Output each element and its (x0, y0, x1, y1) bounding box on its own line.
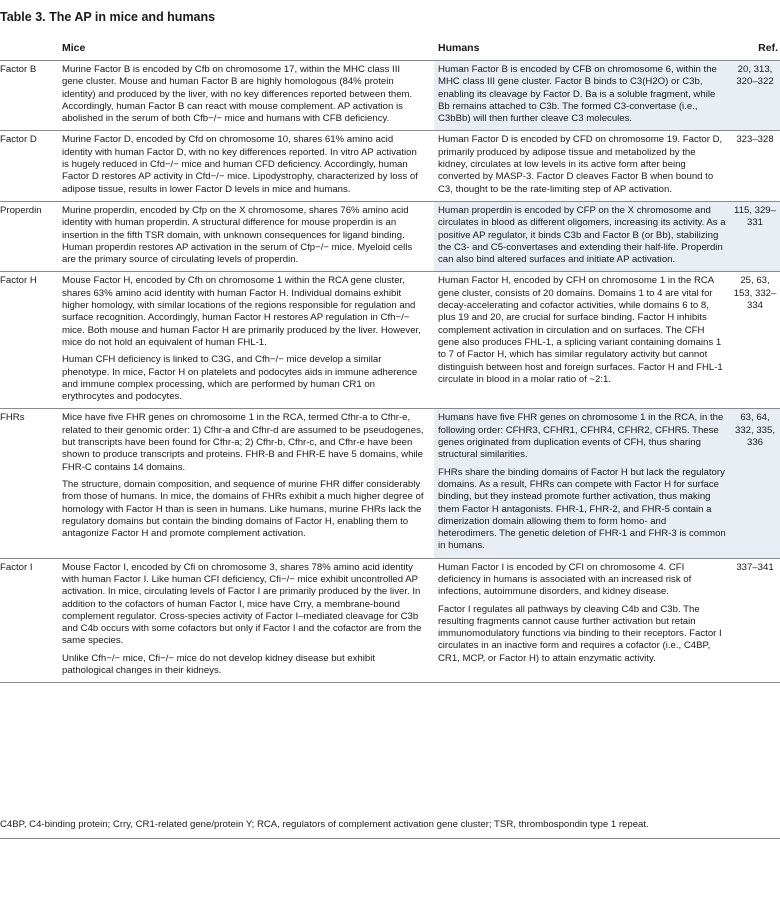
humans-cell (434, 409, 730, 558)
mice-paragraph: Murine properdin, encoded by Cfp on the X chromosome, shares 76% amino acid identity with human properdin. A structural difference for mouse properdin is an insertion in the fifth TSR domain, with unknown consequences for ligand binding. Human properdin restores AP activation in the serum of Cfp−/− mice. Myeloid cells are the primary source of circulating levels of properdin. (62, 204, 413, 266)
mice-cell (62, 201, 434, 271)
mice-cell (62, 558, 434, 683)
table-row (0, 61, 780, 131)
header-blank (0, 38, 62, 61)
row-label: Factor D (0, 134, 37, 146)
humans-cell (434, 131, 730, 201)
ref-cell: 25, 63, 153, 332–334 (733, 275, 777, 312)
ap-comparison-table (0, 38, 780, 683)
humans-paragraph: Human Factor D is encoded by CFD on chromosome 19. Factor D, primarily produced by adipose tissue and metabolized by the kidney, circulates at low levels in its active form after being converted by MASP-3. Factor D cleaves Factor B when bound to C3, thought to be the rate-limiting step of AP activation. (438, 134, 723, 195)
header-row (0, 38, 780, 61)
mice-paragraph: Mice have five FHR genes on chromosome 1 in the RCA, termed Cfhr-a to Cfhr-e, related to their genomic order: 1) Cfhr-a and Cfhr-d are assumed to be pseudogenes, but transcripts have been found for Cfhr-a; 2) Cfhr-b, Cfhr-c, and Cfhr-e have been shown to produce transcripts and proteins. FHR-B and FHR-E have 5 domains, while FHR-C contains 14 domains. (62, 412, 424, 473)
row-label: FHRs (0, 412, 25, 424)
row-label: Factor I (0, 561, 33, 573)
mice-paragraph: Mouse Factor H, encoded by Cfh on chromosome 1 within the RCA gene cluster, shares 63% amino acid identity with human Factor H. Individual domains exhibit higher homology, with similar locations of the regions responsible for regulation and surface recognition. Accordingly, human Factor H restores AP regulation in Cfh−/− mice. Both mouse and human Factor H are primarily produced by the liver. However, mice do not hold an equivalent of human FHL-1. (62, 275, 421, 348)
table-footnote: C4BP, C4-binding protein; Crry, CR1-related gene/protein Y; RCA, regulators of complement activation gene cluster; TSR, thrombospondin type 1 repeat. (0, 819, 649, 830)
humans-cell (434, 558, 730, 683)
table-body (0, 61, 780, 683)
humans-paragraph: Humans have five FHR genes on chromosome 1 in the RCA, in the following order: CFHR3, CFHR1, CFHR4, CFHR2, CFHR5. These genes originated from duplication events of CFH, thus sharing structural similarities. (438, 412, 724, 461)
ref-cell: 337–341 (736, 561, 774, 573)
table-row (0, 201, 780, 271)
humans-paragraph: Human Factor H, encoded by CFH on chromosome 1 in the RCA gene cluster, consists of 20 domains. Domains 1 to 4 are vital for decay-accelerating and cofactor activities, while domains 6 to 8, plus 19 and 20, are crucial for surface binding. Factor H inhibits complement activation in circulation and on surfaces. The CFH gene also produces FHL-1, a splicing variant containing domains 1 to 7 of Factor H, which has similar regulatory activity but cannot distinguish between host and foreign surfaces. Factor H and FHL-1 circulate in blood in a molar ratio of ~2:1. (438, 275, 723, 385)
ref-cell: 63, 64, 332, 335, 336 (730, 409, 780, 558)
table-row (0, 131, 780, 201)
mice-cell (62, 61, 434, 131)
row-label: Factor H (0, 275, 37, 287)
humans-cell (434, 272, 730, 409)
mice-paragraph: Unlike Cfh−/− mice, Cfi−/− mice do not develop kidney disease but exhibit pathological changes in their kidneys. (62, 652, 376, 677)
mice-paragraph: Human CFH deficiency is linked to C3G, and Cfh−/− mice develop a similar phenotype. In mice, Factor H on platelets and podocytes aids in immune adherence and immune complex processing, which are performed by human CR1 on erythrocytes and podocytes. (62, 354, 418, 403)
bottom-rule (0, 838, 780, 839)
row-label: Properdin (0, 204, 42, 216)
table-row (0, 272, 780, 409)
row-label: Factor B (0, 64, 37, 75)
humans-paragraph: Human Factor B is encoded by CFB on chromosome 6, within the MHC class III gene cluster. Factor B binds to C3(H2O) or C3b, enabling its cleavage by Factor D. Ba is a soluble fragment, while Bb remains attached to C3b. The formed C3-convertase (i.e., C3bBb) will then further cleave C3 molecules. (438, 64, 717, 125)
humans-paragraph: Human Factor I is encoded by CFI on chromosome 4. CFI deficiency in humans is associated with an increased risk of infections, autoimmune disorders, and kidney disease. (438, 561, 692, 598)
humans-cell (434, 61, 730, 131)
mice-paragraph: Murine Factor B is encoded by Cfb on chromosome 17, within the MHC class III gene cluster. Mouse and human Factor B are highly homologous (84% protein identity) and produced by the liver, with no key differences reported between them. Accordingly, human Factor B can react with mouse complement. AP activation is abolished in the serum of both Cfb−/− mice and humans with CFB deficiency. (62, 64, 413, 125)
header-ref: Ref. (758, 42, 778, 54)
humans-paragraph: Human properdin is encoded by CFP on the X chromosome and circulates in blood as different oligomers, increasing its activity. As a positive AP regulator, it binds C3b and Factor B (or Bb), stabilizing the C3- and C5-convertases and extending their half-life. Properdin can also bind altered surfaces and initiate AP activation. (438, 204, 726, 266)
humans-paragraph: Factor I regulates all pathways by cleaving C4b and C3b. The resulting fragments cannot cause further activation but retain immunomodulatory functions via binding to their receptors. Factor I circulates in an inactive form and requires a cofactor (i.e., C4BP, CR1, MCP, or Factor H) to attain enzymatic activity. (438, 603, 722, 664)
humans-paragraph: FHRs share the binding domains of Factor H but lack the regulatory domains. As a result, FHRs can compete with Factor H for surface binding, but they instead promote further activation, thus making them Factor H antagonists. FHR-1, FHR-2, and FHR-5 contain a dimerization domain allowing them to form homo- and heterodimers. The genetic deletion of FHR-1 and FHR-3 is common in humans. (438, 466, 726, 552)
table-row (0, 409, 780, 558)
mice-cell (62, 272, 434, 409)
table-title: Table 3. The AP in mice and humans (0, 10, 216, 24)
ref-cell: 323–328 (736, 134, 774, 146)
table-row (0, 558, 780, 683)
ref-cell: 115, 329–331 (730, 201, 780, 271)
ref-cell: 20, 313, 320–322 (730, 61, 780, 131)
header-mice: Mice (62, 42, 86, 54)
humans-cell (434, 201, 730, 271)
mice-paragraph: Mouse Factor I, encoded by Cfi on chromosome 3, shares 78% amino acid identity with human Factor I. Like human CFI deficiency, Cfi−/− mice exhibit uncontrolled AP activation. In mice, circulating levels of Factor I are primarily produced by the liver. In addition to the cofactors of human Factor I, mice have Crry, a membrane-bound complement regulator. Cross-species activity of Factor I–mediated cleavage for C3b and C4b occurs with some cofactors but only if Factor I and the cofactor are from the same species. (62, 561, 422, 647)
mice-cell (62, 409, 434, 558)
mice-paragraph: Murine Factor D, encoded by Cfd on chromosome 10, shares 61% amino acid identity with human Factor D, with no key differences reported. In vitro AP activation is hugely reduced in Cfd−/− mice and human CFD deficiency. Accordingly, human Factor D restores AP activity in Cfd−/− mice. Lipodystrophy, characterized by loss of adipose tissue, results in lower Factor D levels in mice and humans. (62, 134, 418, 195)
header-humans: Humans (438, 42, 480, 54)
mice-paragraph: The structure, domain composition, and sequence of murine FHR differ considerably from those of humans. In mice, the domains of FHRs exhibit a much higher degree of homology with Factor H than is seen in humans. Like humans, murine FHRs lack the regulatory domains but contain the binding domains of Factor H, enabling them to antagonize Factor H and promote complement activation. (62, 478, 424, 540)
mice-cell (62, 131, 434, 201)
